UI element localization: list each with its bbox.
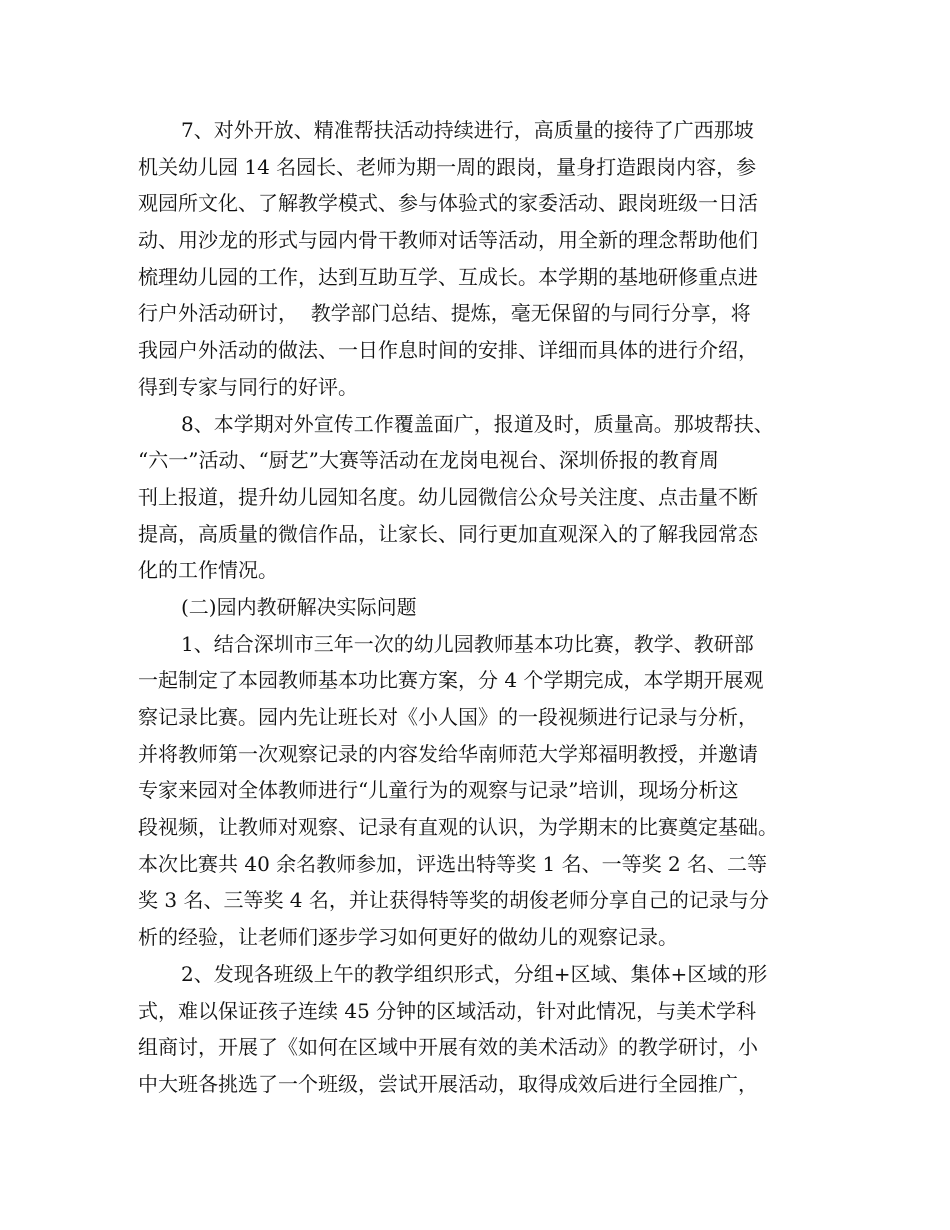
paragraph-7-line-3: 观园所文化、了解教学模式、参与体验式的家委活动、跟岗班级一日活 xyxy=(138,191,758,216)
paragraph-1-line-2: 一起制定了本园教师基本功比赛方案，分 4 个学期完成，本学期开展观 xyxy=(138,668,764,693)
paragraph-2-line-3: 组商讨，开展了《如何在区域中开展有效的美术活动》的教学研讨，小 xyxy=(138,1035,758,1060)
paragraph-1-line-7: 本次比赛共 40 余名教师参加，评选出特等奖 1 名、一等奖 2 名、二等 xyxy=(138,851,768,876)
paragraph-7-line-2: 机关幼儿园 14 名园长、老师为期一周的跟岗，量身打造跟岗内容，参 xyxy=(138,154,757,179)
paragraph-7-line-7: 我园户外活动的做法、一日作息时间的安排、详细而具体的进行介绍， xyxy=(138,338,758,363)
document-body xyxy=(138,112,828,1103)
paragraph-1-line-6: 段视频，让教师对观察、记录有直观的认识，为学期末的比赛奠定基础。 xyxy=(138,815,778,840)
paragraph-2-line-4: 中大班各挑选了一个班级，尝试开展活动，取得成效后进行全园推广， xyxy=(138,1071,758,1096)
paragraph-1-line-4: 并将教师第一次观察记录的内容发给华南师范大学郑福明教授，并邀请 xyxy=(138,741,758,766)
paragraph-1-line-3: 察记录比赛。园内先让班长对《小人国》的一段视频进行记录与分析， xyxy=(138,705,758,729)
paragraph-7-line-8: 得到专家与同行的好评。 xyxy=(138,374,358,399)
section-heading: (二)园内教研解决实际问题 xyxy=(181,594,417,619)
paragraph-1-line-9: 析的经验，让老师们逐步学习如何更好的做幼儿的观察记录。 xyxy=(138,925,678,950)
paragraph-7-line-1: 7、对外开放、精准帮扶活动持续进行，高质量的接待了广西那坡 xyxy=(181,118,754,142)
paragraph-8-line-2: “六一”活动、“厨艺”大赛等活动在龙岗电视台、深圳侨报的教育周 xyxy=(138,448,719,473)
paragraph-1-line-1: 1、结合深圳市三年一次的幼儿园教师基本功比赛，教学、教研部 xyxy=(181,631,754,656)
paragraph-7-line-5: 梳理幼儿园的工作，达到互助互学、互成长。本学期的基地研修重点进 xyxy=(138,264,758,289)
paragraph-1-line-5: 专家来园对全体教师进行“儿童行为的观察与记录”培训，现场分析这 xyxy=(138,778,739,803)
paragraph-2-line-2: 式，难以保证孩子连续 45 分钟的区域活动，针对此情况，与美术学科 xyxy=(138,998,757,1023)
paragraph-1-line-8: 奖 3 名、三等奖 4 名，并让获得特等奖的胡俊老师分享自己的记录与分 xyxy=(138,888,769,913)
paragraph-8-line-3: 刊上报道，提升幼儿园知名度。幼儿园微信公众号关注度、点击量不断 xyxy=(138,484,758,509)
paragraph-8-line-5: 化的工作情况。 xyxy=(138,558,278,583)
paragraph-7-line-4: 动、用沙龙的形式与园内骨干教师对话等活动，用全新的理念帮助他们 xyxy=(138,228,758,253)
paragraph-8-line-1: 8、本学期对外宣传工作覆盖面广，报道及时，质量高。那坡帮扶、 xyxy=(181,411,774,436)
paragraph-2-line-1: 2、发现各班级上午的教学组织形式，分组+区域、集体+区域的形 xyxy=(181,961,768,986)
paragraph-7-line-6: 行户外活动研讨， 教学部门总结、提炼，毫无保留的与同行分享，将 xyxy=(138,301,751,326)
paragraph-8-line-4: 提高，高质量的微信作品，让家长、同行更加直观深入的了解我园常态 xyxy=(138,521,758,546)
